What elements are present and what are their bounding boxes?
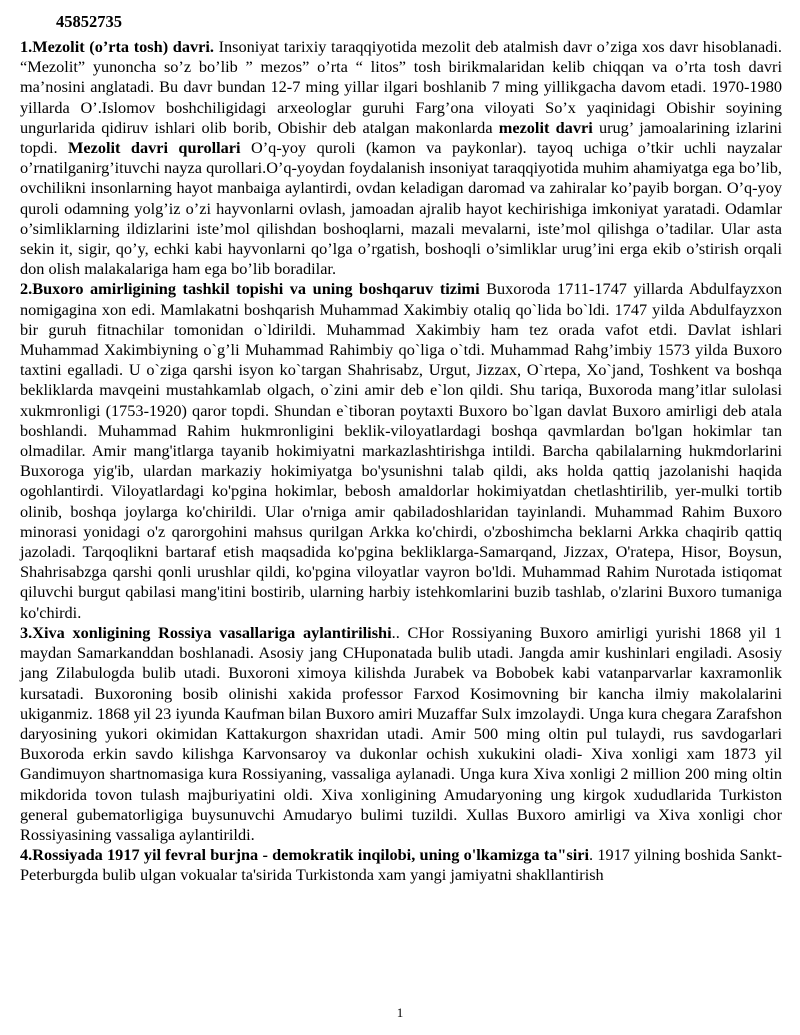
body-text: O’q-yoy quroli (kamon va paykonlar). tayoq uchiga o’tkir uchli nayzalar o’rnatilganirg’ituvchi nayza qurollari.O’q-yoydan foydalanish insoniyat taraqqiyotida muhim ahamiyatga ega bo’lib, ovchilikni insonlarning hayot manbaiga aylantirdi, ovdan keladigan daromad va zahiralar ko’payib borgan. O’q-yoy quroli odamning yolg’iz o’zi hayvonlarni ovlash, jamoadan ajralib hayot kechirishiga imkoniyat yaratadi. Odamlar o’simliklarning ildizlarini iste’mol qilishdan boshoqlarni, mazali mevalarni, iste’mol qilishga o’tadilar. Ular asta sekin it, sigir, qo’y, echki kabi hayvonlarni qo’lga o’rgatish, boshoqli o’simliklar urug’ini erga ekib o’stirish orqali don olish malakalariga ham ega bo’lib boradilar.	[20, 138, 782, 279]
section-paragraph	[20, 845, 782, 885]
section-paragraph	[20, 623, 782, 845]
document-body	[20, 37, 782, 886]
section-paragraph	[20, 37, 782, 279]
body-text: . 1917 yilning boshida Sankt-Peterburgda bulib ulgan vokualar ta'sirida Turkistonda xam yangi jamiyatni shakllantirish	[20, 845, 782, 885]
section-heading: 4.Rossiyada 1917 yil fevral burjna - demokratik inqilobi, uning o'lkamizga ta"siri	[20, 845, 590, 865]
document-id: 45852735	[56, 12, 122, 31]
section-paragraph	[20, 279, 782, 622]
body-text: urug’ jamoalarining izlarini topdi.	[20, 117, 782, 158]
section-heading: 1.Mezolit (o’rta tosh) davri.	[20, 37, 214, 56]
section-heading: 3.Xiva xonligining Rossiya vasallariga aylantirilishi	[20, 622, 392, 642]
emphasized-text: Mezolit davri qurollari	[68, 138, 241, 158]
body-text: Insoniyat tarixiy taraqqiyotida mezolit deb atalmish davr o’ziga xos davr hisoblanadi. “Mezolit” yunoncha so’z bo’lib ” mezos” o’rta “ litos” tosh birikmalaridan kelib chiqqan va o’rta tosh davri ma’nosini anglatadi. Bu davr bundan 12-7 ming yillar ilgari boshlanib 7 ming yillikgacha davom etadi. 1970-1980 yillarda O’.Islomov boshchiligidagi arxeologlar guruhi Farg’ona viloyati So’x yaqinidagi Obishir soyining ungurlarida qidiruv ishlari olib borib, Obishir deb atalgan makonlarda	[20, 37, 782, 137]
section-heading: 2.Buxoro amirligining tashkil topishi va uning boshqaruv tizimi	[20, 279, 480, 299]
body-text: .. CHor Rossiyaning Buxoro amirligi yurishi 1868 yil 1 maydan Samarkanddan boshlanadi. Asosiy jang CHuponatada bulib utadi. Jangda amir kushinlari engiladi. Asosiy jang Zilabulogda bulib utadi. Buxoroni ximoya kilishda Jurabek va Bobobek kabi vatanparvarlar kaxramonlik kursatadi. Buxoroning bosib olinishi xakida professor Farxod Kosimovning bir kancha ilmiy makolalarini ukiganmiz. 1868 yil 23 iyunda Kaufman bilan Buxoro amiri Muzaffar Sulx imzolaydi. Unga kura chegara Zarafshon daryosining yukori okimidan Kattakurgon shaxridan utadi. Amir 500 ming oltin pul tulaydi, rus savdogarlari Buxoroda erkin savdo kilishga Karvonsaroy va dukonlar ochish xukukini oladi- Xiva xonligi xam 1873 yil Gandimuyon shartnomasiga kura Rossiyaning, vassaliga aylanadi. Unga kura Xiva xonligi 2 million 200 ming oltin mikdorida tovon tulash majburiyatini oldi. Xiva xonligining Amudaryoning ung kirgok xududlarida Turkiston general gubematorligiga buysunuvchi Amudaryo bulimi tuzildi. Xullas Buxoro amirligi va Xiva xonligi chor Rossiyasining vassaliga aylantirildi.	[20, 622, 782, 844]
page-number: 1	[396, 1005, 404, 1020]
body-text: Buxoroda 1711-1747 yillarda Abdulfayzxon nomigagina xon edi. Mamlakatni boshqarish Muhammad Xakimbiy otaliq qo`lida bo`ldi. 1747 yilda Abdulfayzxon bir guruh fitnachilar tomonidan o`ldirildi. Muhammad Xakimbiy ham tez orada vafot etdi. Davlat ishlari Muhammad Xakimbiyning o`g’li Muhammad Rahimbiy qo`liga o`tdi. Muhammad Rahg’imbiy 1573 yilda Buxoro taxtini egalladi. U o`ziga qarshi isyon ko`targan Shahrisabz, Urgut, Jizzax, O`rtepa, Xo`jand, Toshkent va boshqa bekliklarda mavqeini mustahkamlab olgach, o`zini amir deb e`lon qildi. Shu tariqa, Buxoroda mang’itlar sulolasi xukmronligi (1753-1920) qaror topdi. Shundan e`tiboran poytaxti Buxoro bo`lgan davlat Buxoro amirligi deb atala boshlandi. Muhammad Rahim hukmronligini beklik-viloyatlardagi boshqa qavmlardan bo'lgan hokimlar tan olmadilar. Amir mang'itlarga tayanib hokimiyatni markazlashtirishga intildi. Barcha qabilalarning hukmdorlarini Buxoroga yig'ib, ulardan markaziy hokimiyatga bo'ysunishni talab qildi, aks holda qattiq jazolanishi haqida ogohlantirdi. Viloyatlardagi ko'pgina hokimlar, bebosh amaldorlar hokimiyatdan chetlashtirilib, yer-mulki tortib olinib, boshqa joylarga ko'chirildi. Ular o'rniga amir qabiladoshlaridan tayinlandi. Muhammad Rahim Buxoro minorasi yonidagi o'z qarorgohini mahsus qurilgan Arkka ko'chirdi, o'zboshimcha beklarni Arkka chaqirib qattiq jazoladi. Tarqoqlikni bartaraf etish maqsadida ko'pgina bekliklarga-Samarqand, Jizzax, O'ratepa, Hisor, Boysun, Shahrisabzga qarshi qonli urushlar qildi, ko'pgina viloyatlar vayron bo'ldi. Muhammad Rahim Nurotada istiqomat qiluvchi burgut qabilasi mang'itini bostirib, ularning harbiy istehkomlarini buzib tashlab, o'zlarini Buxoro tumaniga ko'chirdi.	[20, 279, 782, 622]
emphasized-text: mezolit davri	[498, 117, 593, 137]
